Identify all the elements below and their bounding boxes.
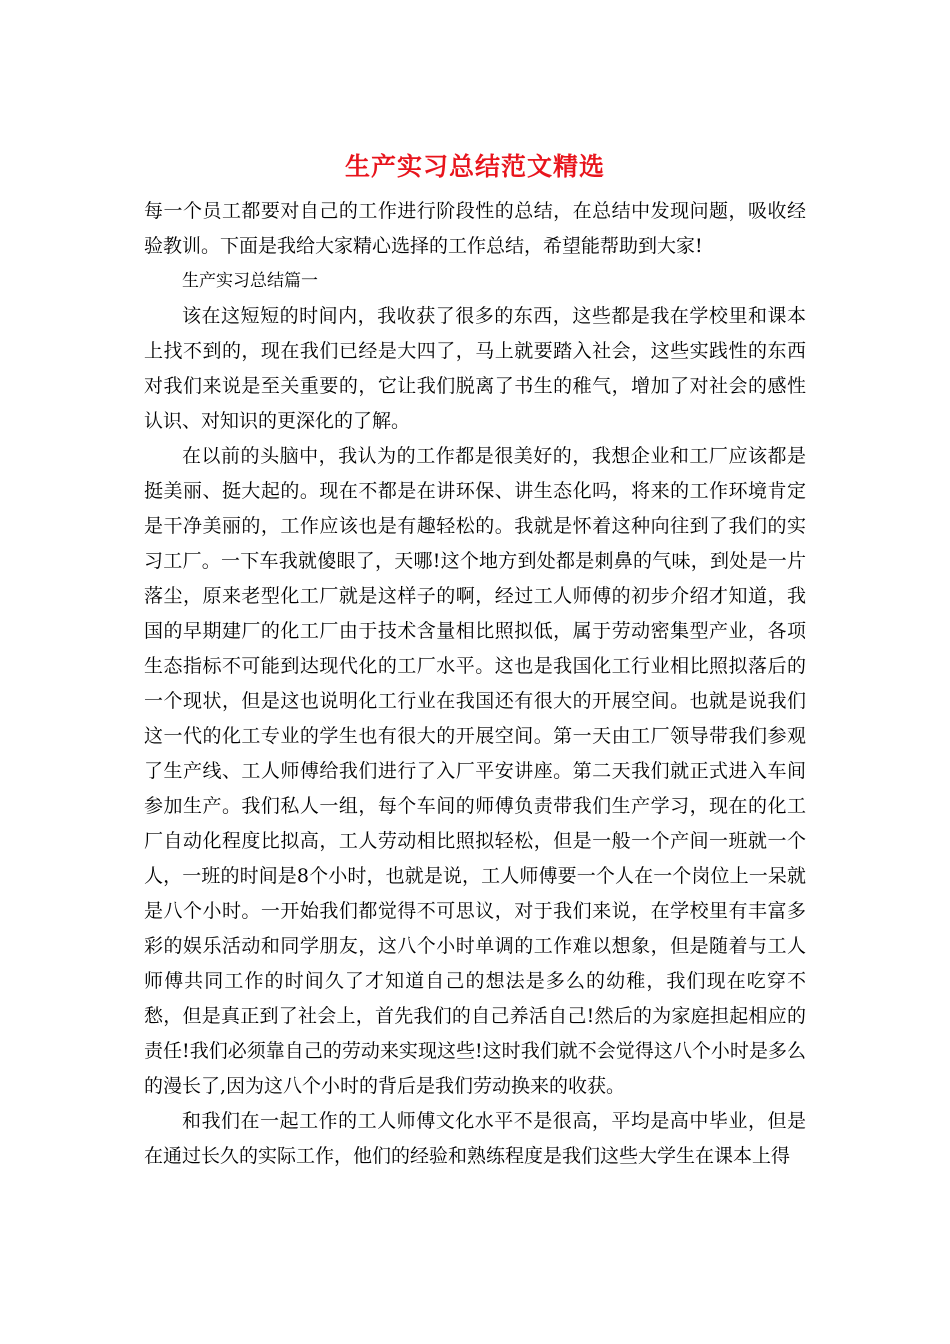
body-paragraph-2: 在以前的头脑中，我认为的工作都是很美好的，我想企业和工厂应该都是挺美丽、挺大起的。现在不都是在讲环保、讲生态化吗，将来的工作环境肯定是干净美丽的，工作应该也是有趣轻松的。我就是怀着这种向往到了我们的实习工厂。一下车我就傻眼了，天哪!这个地方到处都是刺鼻的气味，到处是一片落尘，原来老型化工厂就是这样子的啊，经过工人师傅的初步介绍才知道，我国的早期建厂的化工厂由于技术含量相比照拟低，属于劳动密集型产业，各项生态指标不可能到达现代化的工厂水平。这也是我国化工行业相比照拟落后的一个现状，但是这也说明化工行业在我国还有很大的开展空间。也就是说我们这一代的化工专业的学生也有很大的开展空间。第一天由工厂领导带我们参观了生产线、工人师傅给我们进行了入厂平安讲座。第二天我们就正式进入车间参加生产。我们私人一组，每个车间的师傅负责带我们生产学习，现在的化工厂自动化程度比拟高，工人劳动相比照拟轻松，但是一般一个产间一班就一个人，一班的时间是8个小时，也就是说，工人师傅要一个人在一个岗位上一呆就是八个小时。一开始我们都觉得不可思议，对于我们来说，在学校里有丰富多彩的娱乐活动和同学朋友，这八个小时单调的工作难以想象，但是随着与工人师傅共同工作的时间久了才知道自己的想法是多么的幼稚，我们现在吃穿不愁，但是真正到了社会上，首先我们的自己养活自己!然后的为家庭担起相应的责任!我们必须靠自己的劳动来实现这些!这时我们就不会觉得这八个小时是多么的漫长了,因为这八个小时的背后是我们劳动换来的收获。 — [144, 445, 806, 1097]
body-paragraph-3: 和我们在一起工作的工人师傅文化水平不是很高，平均是高中毕业，但是在通过长久的实际工作，他们的经验和熟练程度是我们这些大学生在课本上得 — [144, 1110, 806, 1167]
section-heading: 生产实习总结篇一 — [182, 271, 318, 291]
intro-paragraph: 每一个员工都要对自己的工作进行阶段性的总结，在总结中发现问题，吸收经验教训。下面是我给大家精心选择的工作总结，希望能帮助到大家! — [144, 200, 806, 257]
document-body — [144, 194, 806, 1174]
body-paragraph-1: 该在这短短的时间内，我收获了很多的东西，这些都是我在学校里和课本上找不到的，现在我们已经是大四了，马上就要踏入社会，这些实践性的东西对我们来说是至关重要的，它让我们脱离了书生的稚气，增加了对社会的感性认识、对知识的更深化的了解。 — [144, 305, 806, 432]
document-title: 生产实习总结范文精选 — [344, 152, 605, 181]
